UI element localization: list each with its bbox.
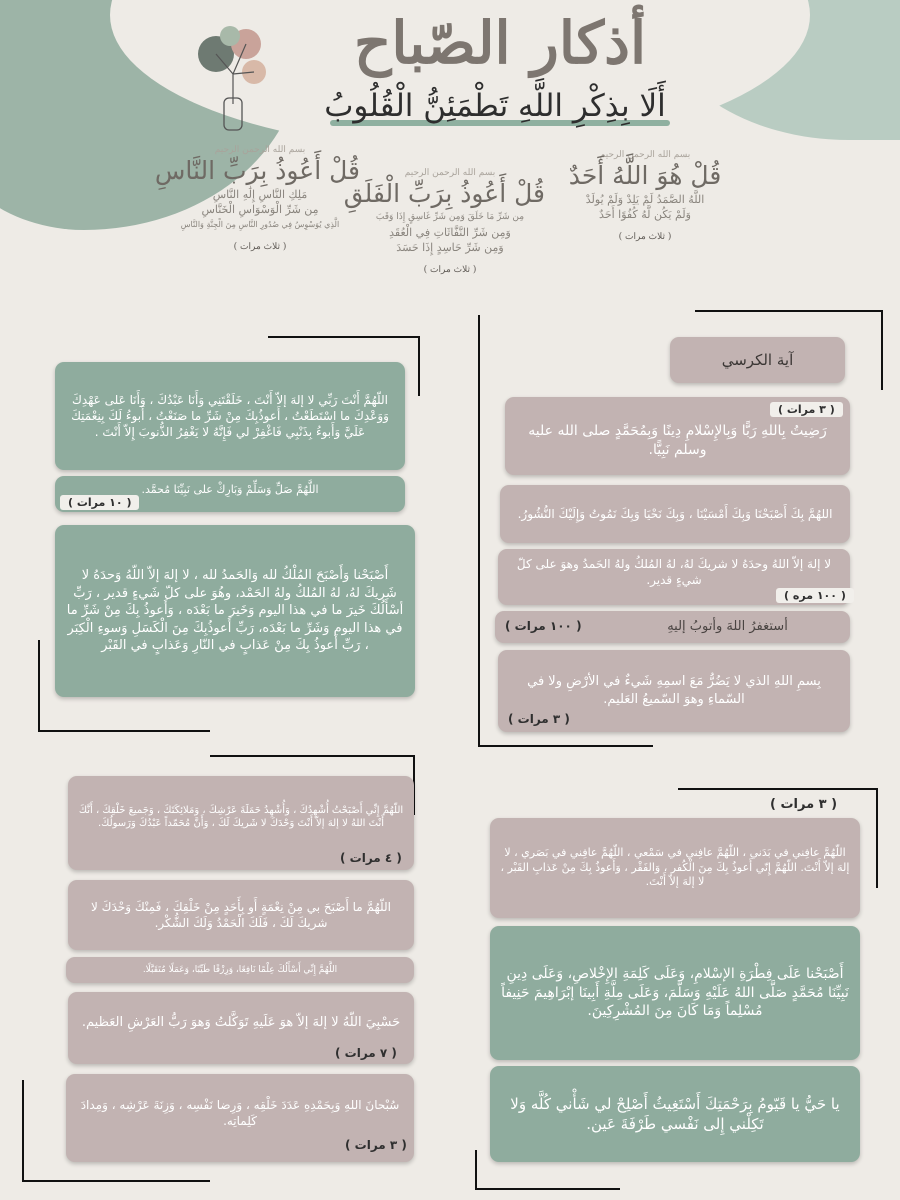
- dhikr-text: اللَّهُمَّ إِنِّي أَسْأَلُكَ عِلْمًا نَافِعًا، وَرِزْقًا طَيِّبًا، وَعَمَلًا مُتَقَبَّلًا.: [142, 964, 338, 975]
- frame-line: [695, 310, 883, 312]
- surah-basmala: بسم الله الرحمن الرحيم: [599, 150, 691, 160]
- frame-line: [22, 1080, 24, 1182]
- frame-line: [475, 1150, 477, 1190]
- surah-line: مِن شَرِّ الْوَسْوَاسِ الْخَنَّاسِ: [201, 203, 319, 216]
- dhikr-text: اللّهُمَّ إِنِّي أَصْبَحْتُ أُشْهِدُكَ ، وَأُشْهِدُ حَمَلَةَ عَرْشِكَ ، وَمَلائِكَتَكَ ، وَجَميعَ خَلْقِكَ ، أَنَّكَ أَنْتَ اللهُ لا إلهَ إلاّ أَنْتَ وَحْدَكَ لا شَريكَ لَكَ ، وَأَنَّ مُحَمّداً عَبْدُكَ وَرَسولُكَ.: [78, 804, 404, 829]
- dhikr-card-br-1: [490, 818, 860, 918]
- dhikr-card-left-3: [55, 525, 415, 697]
- dhikr-card-br-2: [490, 926, 860, 1060]
- dhikr-card-left-1: [55, 362, 405, 470]
- dhikr-text: سُبْحانَ اللهِ وَبِحَمْدِهِ عَدَدَ خَلْقِه ، وَرِضا نَفْسِه ، وَزِنَةَ عَرْشِه ، وَمِدادَ كَلِماتِه.: [80, 1097, 400, 1128]
- surah-heading: قُلْ أَعُوذُ بِرَبِّ الْفَلَقِ: [343, 179, 545, 208]
- surah-line: مَلِكِ النَّاسِ إِلَٰهِ النَّاسِ: [212, 188, 308, 201]
- dhikr-text: يا حَيُّ يا قَيّومُ بِرَحْمَتِكَ أَسْتَغِيثُ أَصْلِحْ لي شَأْني كُلَّه وَلا تَكِلْني إِلى نَفْسي طَرْفَةَ عَين.: [510, 1094, 840, 1133]
- surah-count: ( ثلاث مرات ): [423, 265, 477, 275]
- count-badge: ( ١٠٠ مرات ): [505, 619, 582, 633]
- frame-line: [22, 1180, 210, 1182]
- count-badge: ( ١٠٠ مره ): [776, 588, 854, 603]
- frame-line: [678, 788, 878, 790]
- dhikr-text: اللهُمَّ بِكَ أَصْبَحْنَا وَبِكَ أَمْسَيْنَا ، وَبِكَ نَحْيَا وَبِكَ نَمُوتُ وَإِلَيْكَ النُّشُورُ.: [517, 506, 833, 521]
- count-badge: ( ٣ مرات ): [770, 402, 843, 417]
- frame-line: [475, 1188, 620, 1190]
- dhikr-text: اللّهُمَّ أَنْتَ رَبِّي لا إلهَ إلاّ أَنْتَ ، خَلَقْتَنِي وَأَنَا عَبْدُكَ ، وَأَنَا عَلى عَهْدِكَ وَوَعْدِكَ ما اسْتَطَعْتُ ، أَعوذُبِكَ مِنْ شَرِّ ما صَنَعْتُ ، أَبوءُ لَكَ بِنِعْمَتِكَ عَلَيَّ وَأَبوءُ بِذَنْبِي فَاغْفِرْ لي فَإِنَّهُ لا يَغْفِرُ الذُّنوبَ إِلاّ أَنْتَ .: [71, 392, 389, 440]
- surah-heading: قُلْ أَعُوذُ بِرَبِّ النَّاسِ: [154, 156, 360, 185]
- frame-line: [268, 336, 420, 338]
- dhikr-text: اللَّهُمَّ صَلِّ وَسَلِّمْ وَبَارِكْ على نَبِيِّنَا مُحمَّد.: [141, 482, 319, 496]
- count-badge: ( ٣ مرات ): [770, 797, 838, 812]
- ayat-kursi-label: آية الكرسي: [670, 337, 845, 383]
- frame-line: [210, 755, 415, 757]
- surah-falaq: [343, 168, 545, 275]
- dhikr-text: لا إلهَ إلاّ اللهُ وحدَهُ لا شريكَ لهُ، لهُ المُلكُ ولهُ الحَمدُ وهوَ على كلّ شيءٍ قدير.: [516, 556, 832, 587]
- frame-line: [38, 730, 210, 732]
- count-badge: ( ٣ مرات ): [345, 1138, 407, 1152]
- dhikr-card-right-2: [500, 485, 850, 543]
- surah-basmala: بسم الله الرحمن الرحيم: [214, 145, 306, 155]
- dhikr-card-bl-3: [66, 957, 414, 983]
- frame-line: [478, 315, 480, 745]
- dhikr-card-bl-2: [68, 880, 414, 950]
- dhikr-text: اللّهُمَّ ما أَصْبَحَ بي مِنْ نِعْمَةٍ أَو بِأَحَدٍ مِنْ خَلْقِكَ ، فَمِنْكَ وَحْدَكَ لا شريكَ لَكَ ، فَلَكَ الْحَمْدُ وَلَكَ الشُّكْر.: [91, 899, 391, 930]
- surah-ikhlas: [560, 150, 730, 242]
- frame-line: [38, 640, 40, 732]
- frame-line: [881, 310, 883, 390]
- surah-line: الَّذِي يُوَسْوِسُ فِي صُدُورِ النَّاسِ مِنَ الْجِنَّةِ وَالنَّاسِ: [180, 220, 340, 229]
- dhikr-text: حَسْبِيَ اللّهُ لا إلهَ إلاّ هوَ عَلَيهِ تَوَكَّلتُ وَهوَ رَبُّ العَرْشِ العَظيم.: [81, 1015, 401, 1031]
- frame-line: [876, 788, 878, 888]
- frame-line: [478, 745, 653, 747]
- dhikr-text: اللّهُمَّ عافِني في بَدَني ، اللّهُمَّ عافِني في سَمْعي ، اللّهُمَّ عافِني في بَصَري ، لا إلهَ إلاّ أَنْتَ. اللّهُمَّ إِنّي أَعوذُ بِكَ مِنَ الْكُفر ، وَالفَقْر ، وَأَعوذُ بِكَ مِنْ عَذابِ القَبْر ، لا إلهَ إلاّ أَنْتَ.: [500, 845, 850, 889]
- page-title: أذكار الصّباح: [353, 9, 647, 77]
- surah-line: وَلَمْ يَكُن لَّهُ كُفُوًا أَحَدٌ: [599, 208, 691, 221]
- surah-heading: قُلْ هُوَ اللَّهُ أَحَدٌ: [568, 161, 722, 190]
- surah-line: مِن شَرِّ مَا خَلَقَ وَمِن شَرِّ غَاسِقٍ إِذَا وَقَبَ: [375, 212, 525, 222]
- count-badge: ( ١٠ مرات ): [60, 495, 139, 510]
- surah-line: وَمِن شَرِّ النَّفَّاثَاتِ فِي الْعُقَدِ: [389, 226, 511, 239]
- page-subtitle: أَلَا بِذِكْرِ اللَّهِ تَطْمَئِنُّ الْقُلُوبُ: [324, 88, 666, 124]
- dhikr-text: أَصْبَحْنا وَأَصْبَحَ المُلْكُ لله وَالحَمدُ لله ، لا إلهَ إلاّ اللّهُ وَحدَهُ لا شَريكَ لهُ، لهُ المُلكُ ولهُ الحَمْد، وهُوَ على كلّ شَيءٍ قدير ، رَبِّ أسْأَلُكَ خَيرَ ما في هذا اليوم وَخَيرَ ما بَعْدَه ، وَأَعوذُ بِكَ مِنْ شَرِّ ما في هذا اليوم وَشَرِّ ما بَعْدَه، رَبِّ أَعوذُبِكَ مِنَ الْكَسَلِ وَسوءِ الْكِبَر ، رَبِّ أَعوذُ بِكَ مِنْ عَذابٍ في النّارِ وَعَذابٍ في القَبْر: [66, 568, 404, 654]
- count-badge: ( ٧ مرات ): [335, 1046, 397, 1060]
- surah-line: وَمِن شَرِّ حَاسِدٍ إِذَا حَسَدَ: [396, 241, 504, 254]
- surah-count: ( ثلاث مرات ): [618, 232, 672, 242]
- count-badge: ( ٣ مرات ): [508, 712, 570, 726]
- frame-line: [418, 336, 420, 396]
- surah-basmala: بسم الله الرحمن الرحيم: [404, 168, 496, 178]
- surah-count: ( ثلاث مرات ): [233, 242, 287, 252]
- dhikr-text: بِسمِ اللهِ الذي لا يَضُرُّ مَعَ اسمِهِ شَيءٌ في الأرْضِ ولا في السّماءِ وهوَ السّميعُ العَليم.: [527, 674, 821, 707]
- surah-nas: [154, 145, 360, 252]
- surah-line: اللَّهُ الصَّمَدُ لَمْ يَلِدْ وَلَمْ يُولَدْ: [585, 193, 705, 206]
- count-badge: ( ٤ مرات ): [340, 851, 402, 865]
- dhikr-card-br-3: [490, 1066, 860, 1162]
- dhikr-text: أستغفرُ اللهَ وأتوبُ إليهِ: [667, 619, 788, 635]
- dhikr-text: رَضِيتُ بِاللهِ رَبًّا وَبِالإِسْلامِ دِينًا وَبِمُحَمَّدٍ صلى الله عليه وسلم نَبِيًّا.: [528, 423, 827, 458]
- dhikr-text: أَصْبَحْنا عَلَى فِطْرَةِ الإسْلامِ، وَعَلَى كَلِمَةِ الإِخْلاصِ، وَعَلَى دِينِ نَبِيِّنَا مُحَمَّدٍ صَلَّى اللهُ عَلَيْهِ وَسَلَّمَ، وَعَلَى مِلَّةِ أَبِينَا إبْرَاهِيمَ حَنِيفاً مُسْلِماً وَمَا كَانَ مِنَ المُشْرِكِينَ.: [501, 965, 849, 1020]
